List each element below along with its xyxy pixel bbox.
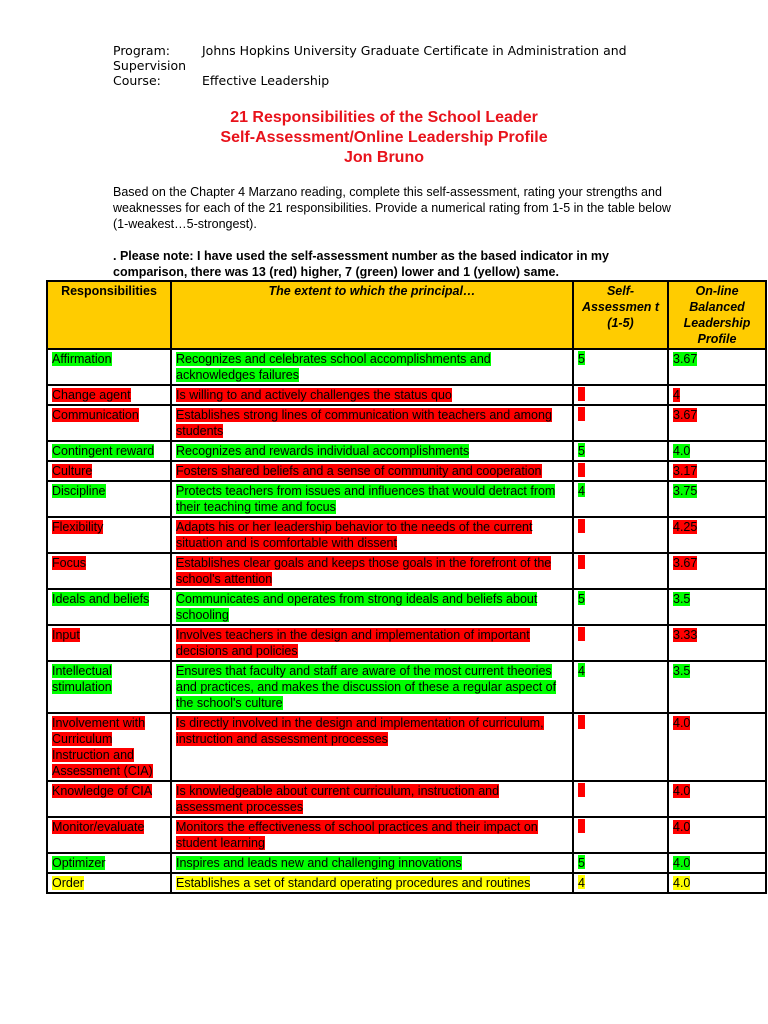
description-cell [171, 481, 573, 517]
table-row [47, 481, 766, 517]
comparison-note: . Please note: I have used the self-assessment number as the based indicator in my comparison, there was 13 (red) higher, 7 (green) lower and 1 (yellow) same. [113, 249, 610, 279]
course-row [113, 73, 673, 88]
self-assessment-cell [573, 873, 668, 893]
self-assessment-text: 4 [578, 876, 585, 890]
table-row [47, 625, 766, 661]
program-row [113, 43, 673, 58]
self-assessment-text: 4 [578, 664, 585, 678]
table-row [47, 385, 766, 405]
description-text: Establishes strong lines of communication with teachers and among students [176, 408, 552, 438]
description-text: Adapts his or her leadership behavior to the needs of the current situation and is comfortable with dissent [176, 520, 533, 550]
responsibility-text: Flexibility [52, 520, 104, 534]
profile-score-text: 4.25 [673, 520, 698, 534]
profile-score-text: 3.75 [673, 484, 698, 498]
responsibility-cell [47, 817, 171, 853]
table-row [47, 349, 766, 385]
description-text: Is directly involved in the design and implementation of curriculum, instruction and assessment processes [176, 716, 544, 746]
self-assessment-cell [573, 441, 668, 461]
title-line-3: Jon Bruno [344, 149, 424, 166]
profile-score-text: 3.5 [673, 592, 691, 606]
description-text: Involves teachers in the design and implementation of important decisions and policies [176, 628, 530, 658]
self-assessment-cell [573, 461, 668, 481]
description-text: Inspires and leads new and challenging innovations [176, 856, 462, 870]
profile-score-cell [668, 461, 766, 481]
profile-score-cell [668, 661, 766, 713]
description-cell [171, 853, 573, 873]
responsibility-text: Communication [52, 408, 139, 422]
header-responsibilities: Responsibilities [47, 281, 171, 349]
description-cell [171, 713, 573, 781]
profile-score-text: 3.67 [673, 352, 698, 366]
profile-score-text: 3.67 [673, 556, 698, 570]
self-assessment-text [578, 519, 585, 533]
description-text: Monitors the effectiveness of school practices and their impact on student learning [176, 820, 538, 850]
self-assessment-cell [573, 625, 668, 661]
responsibility-cell [47, 873, 171, 893]
self-assessment-text: 5 [578, 352, 585, 366]
responsibility-text: Input [52, 628, 80, 642]
profile-score-cell [668, 553, 766, 589]
responsibilities-table [46, 280, 767, 894]
self-assessment-text [578, 819, 585, 833]
profile-score-cell [668, 817, 766, 853]
self-assessment-text: 5 [578, 444, 585, 458]
profile-score-text: 4.0 [673, 716, 691, 730]
document-title [0, 108, 768, 168]
description-text: Establishes clear goals and keeps those goals in the forefront of the school's attention [176, 556, 552, 586]
course-label: Course: [113, 73, 161, 88]
responsibility-cell [47, 517, 171, 553]
description-cell [171, 625, 573, 661]
self-assessment-text: 5 [578, 592, 585, 606]
self-assessment-text: 4 [578, 484, 585, 498]
header-self-assessment: Self-Assessmen t (1-5) [573, 281, 668, 349]
description-text: Recognizes and celebrates school accomplishments and acknowledges failures [176, 352, 491, 382]
description-text: Recognizes and rewards individual accomplishments [176, 444, 470, 458]
table-row [47, 589, 766, 625]
description-cell [171, 661, 573, 713]
self-assessment-cell [573, 661, 668, 713]
self-assessment-cell [573, 817, 668, 853]
responsibility-cell [47, 441, 171, 461]
profile-score-cell [668, 481, 766, 517]
title-line-1: 21 Responsibilities of the School Leader [230, 109, 538, 126]
profile-score-text: 4.0 [673, 444, 691, 458]
program-value: Johns Hopkins University Graduate Certificate in Administration and [202, 43, 627, 58]
table-body [47, 349, 766, 893]
profile-score-text: 4.0 [673, 784, 691, 798]
program-value-wrap: Supervision [113, 58, 187, 73]
course-header [113, 43, 673, 88]
responsibility-cell [47, 481, 171, 517]
self-assessment-cell [573, 589, 668, 625]
table-row [47, 853, 766, 873]
profile-score-text: 4.0 [673, 820, 691, 834]
profile-score-cell [668, 517, 766, 553]
responsibility-cell [47, 349, 171, 385]
self-assessment-cell [573, 481, 668, 517]
description-text: Establishes a set of standard operating procedures and routines [176, 876, 531, 890]
description-cell [171, 781, 573, 817]
self-assessment-text [578, 387, 585, 401]
table-row [47, 713, 766, 781]
table-row [47, 441, 766, 461]
self-assessment-text [578, 783, 585, 797]
self-assessment-cell [573, 405, 668, 441]
table-row [47, 405, 766, 441]
self-assessment-text [578, 715, 585, 729]
responsibility-text: Optimizer [52, 856, 106, 870]
description-cell [171, 405, 573, 441]
self-assessment-cell [573, 349, 668, 385]
responsibility-cell [47, 781, 171, 817]
responsibility-cell [47, 853, 171, 873]
description-text: Is knowledgeable about current curriculum, instruction and assessment processes [176, 784, 500, 814]
profile-score-cell [668, 625, 766, 661]
self-assessment-text [578, 627, 585, 641]
header-extent: The extent to which the principal… [171, 281, 573, 349]
responsibility-text: Order [52, 876, 84, 890]
table-row [47, 817, 766, 853]
responsibility-text: Intellectual stimulation [52, 664, 112, 694]
self-assessment-cell [573, 853, 668, 873]
profile-score-text: 3.17 [673, 464, 698, 478]
responsibility-cell [47, 461, 171, 481]
profile-score-text: 3.67 [673, 408, 698, 422]
responsibility-text: Knowledge of CIA [52, 784, 153, 798]
self-assessment-cell [573, 781, 668, 817]
responsibility-cell [47, 713, 171, 781]
self-assessment-cell [573, 713, 668, 781]
responsibility-cell [47, 385, 171, 405]
self-assessment-cell [573, 517, 668, 553]
table-row [47, 781, 766, 817]
responsibility-text: Monitor/evaluate [52, 820, 145, 834]
self-assessment-text [578, 555, 585, 569]
responsibility-cell [47, 589, 171, 625]
table-row [47, 873, 766, 893]
description-cell [171, 385, 573, 405]
description-text: Fosters shared beliefs and a sense of community and cooperation [176, 464, 542, 478]
responsibility-cell [47, 553, 171, 589]
self-assessment-text [578, 463, 585, 477]
description-cell [171, 461, 573, 481]
self-assessment-text [578, 407, 585, 421]
responsibility-text: Contingent reward [52, 444, 155, 458]
title-line-2: Self-Assessment/Online Leadership Profile [220, 129, 548, 146]
table-header-row [47, 281, 766, 349]
description-cell [171, 349, 573, 385]
description-cell [171, 873, 573, 893]
instructions-paragraph: Based on the Chapter 4 Marzano reading, complete this self-assessment, rating your strengths and weaknesses for each of the 21 responsibilities. Provide a numerical rating from 1-5 in the table below (1-weakest…5-strongest). [113, 185, 671, 231]
responsibility-text: Change agent [52, 388, 131, 402]
profile-score-cell [668, 589, 766, 625]
profile-score-cell [668, 713, 766, 781]
profile-score-text: 3.33 [673, 628, 698, 642]
responsibility-text: Focus [52, 556, 87, 570]
description-cell [171, 517, 573, 553]
profile-score-cell [668, 349, 766, 385]
profile-score-text: 4 [673, 388, 680, 402]
profile-score-cell [668, 385, 766, 405]
profile-score-cell [668, 853, 766, 873]
responsibility-text: Involvement with Curriculum Instruction and Assessment (CIA) [52, 716, 153, 778]
profile-score-cell [668, 781, 766, 817]
description-cell [171, 817, 573, 853]
responsibility-text: Affirmation [52, 352, 112, 366]
profile-score-cell [668, 405, 766, 441]
description-cell [171, 589, 573, 625]
responsibility-text: Discipline [52, 484, 106, 498]
table-row [47, 553, 766, 589]
table-row [47, 661, 766, 713]
table-row [47, 517, 766, 553]
self-assessment-cell [573, 553, 668, 589]
self-assessment-cell [573, 385, 668, 405]
program-label: Program: [113, 43, 170, 58]
responsibility-cell [47, 625, 171, 661]
description-text: Communicates and operates from strong ideals and beliefs about schooling [176, 592, 538, 622]
description-cell [171, 441, 573, 461]
responsibility-cell [47, 405, 171, 441]
description-text: Ensures that faculty and staff are aware of the most current theories and practices, and makes the discussion of these a regular aspect of the school's culture [176, 664, 557, 710]
course-value: Effective Leadership [202, 73, 330, 88]
profile-score-cell [668, 873, 766, 893]
table-row [47, 461, 766, 481]
header-online-profile: On-line Balanced Leadership Profile [668, 281, 766, 349]
profile-score-cell [668, 441, 766, 461]
profile-score-text: 3.5 [673, 664, 691, 678]
description-text: Protects teachers from issues and influences that would detract from their teaching time and focus [176, 484, 556, 514]
profile-score-text: 4.0 [673, 876, 691, 890]
responsibility-cell [47, 661, 171, 713]
responsibility-text: Culture [52, 464, 93, 478]
responsibility-text: Ideals and beliefs [52, 592, 150, 606]
description-text: Is willing to and actively challenges the status quo [176, 388, 452, 402]
description-cell [171, 553, 573, 589]
profile-score-text: 4.0 [673, 856, 691, 870]
self-assessment-text: 5 [578, 856, 585, 870]
